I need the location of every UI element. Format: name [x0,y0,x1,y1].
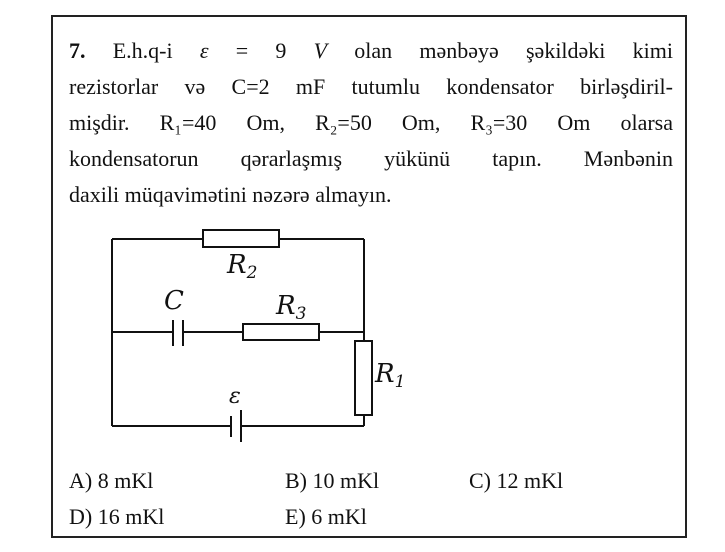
label-r2: R2 [227,250,258,283]
answer-b[interactable]: B) 10 mKl [285,468,380,493]
label-c: C [164,286,184,316]
answer-d[interactable]: D) 16 mKl [69,504,165,529]
problem-line-3: mişdir. R₁=40 Om, R₂=50 Om, R₃=30 Om olarsa [69,110,673,135]
problem-line-5: daxili müqavimətini nəzərə almayın. [69,182,392,207]
problem-number: 7. [69,38,86,63]
resistor-r3 [243,324,319,340]
answer-a[interactable]: A) 8 mKl [69,468,154,493]
circuit-diagram [53,17,689,540]
problem-line-2: rezistorlar və C=2 mF tutumlu kondensator birləşdiril- [69,74,673,99]
label-r1: R1 [375,359,406,392]
resistor-r1 [355,341,372,415]
problem-line-1: 7. E.h.q-i ε = 9 V olan mənbəyə şəkildəki kimi [69,38,673,63]
emf-symbol: ε [199,38,209,63]
question-card [51,15,687,538]
answer-c[interactable]: C) 12 mKl [469,468,564,493]
label-emf: ε [229,384,241,409]
volt-unit: V [313,38,328,63]
resistor-r2 [203,230,279,247]
label-r3: R3 [276,291,307,324]
problem-line-4: kondensatorun qərarlaşmış yükünü tapın. Mənbənin [69,146,673,171]
answer-e[interactable]: E) 6 mKl [285,504,367,529]
